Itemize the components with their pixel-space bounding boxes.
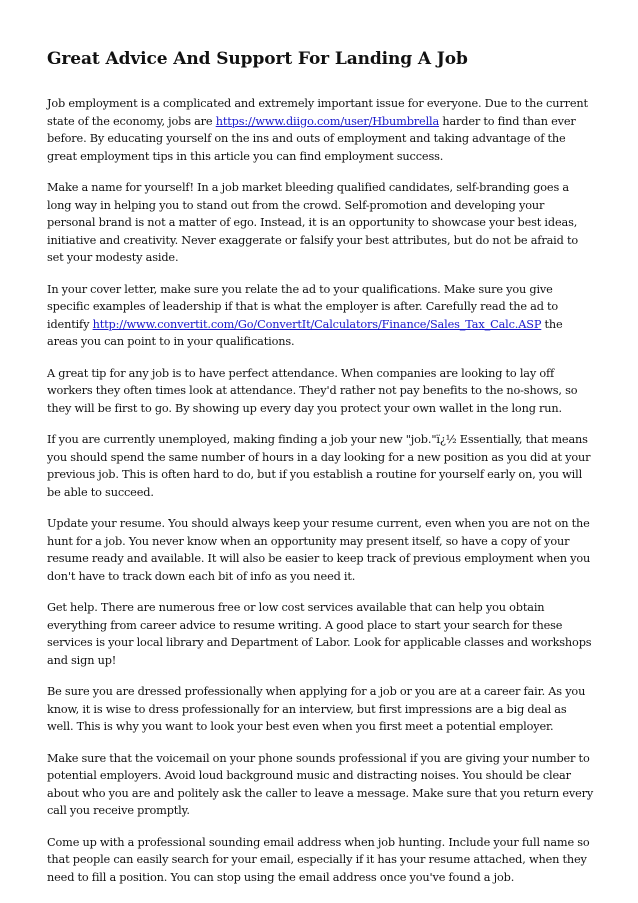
paragraph-3-text-after: the areas you can point to in your qualifications. [47, 317, 563, 348]
paragraph-7: Get help. There are numerous free or low cost services available that can help you obtain everything from career advice to resume writing. A good place to start your search for these services is your local library and Department of Labor. Look for applicable classes and workshops and sign up! [47, 601, 592, 667]
page-title: Great Advice And Support For Landing A Job [47, 49, 468, 69]
paragraph-3 [47, 281, 595, 351]
paragraph-4: A great tip for any job is to have perfect attendance. When companies are looking to lay off workers they often times look at attendance. They'd rather not pay benefits to the no-shows, so they will be first to go. By showing up every day you protect your own wallet in the long run. [47, 366, 578, 415]
paragraph-6: Update your resume. You should always keep your resume current, even when you are not on the hunt for a job. You never know when an opportunity may present itself, so have a copy of your resume ready and available. It will also be easier to keep track of previous employment when you don't have to track down each bit of info as you need it. [47, 517, 591, 583]
paragraph-10: Come up with a professional sounding email address when job hunting. Include your full name so that people can easily search for your email, especially if it has your resume attached, when they need to fill a position. You can stop using the email address once you've found a job. [47, 835, 590, 884]
paragraph-9: Make sure that the voicemail on your phone sounds professional if you are giving your number to potential employers. Avoid loud background music and distracting noises. You should be clear about who you are and politely ask the caller to leave a message. Make sure that you return every call you receive promptly. [47, 751, 594, 817]
paragraph-3-text-before: In your cover letter, make sure you relate the ad to your qualifications. Make sure you give specific examples of leadership if that is what the employer is after. Carefully read the ad to identify [47, 282, 559, 331]
diigo-link[interactable]: https://www.diigo.com/user/Hbumbrella [215, 114, 440, 128]
paragraph-1 [47, 95, 595, 165]
paragraph-5: If you are currently unemployed, making finding a job your new "job."ï¿½ Essentially, that means you should spend the same number of hours in a day looking for a new position as you did at your previous job. This is often hard to do, but if you establish a routine for yourself early on, you will be able to succeed. [47, 433, 591, 499]
document-page [47, 48, 595, 900]
paragraph-1-text-before: Job employment is a complicated and extremely important issue for everyone. Due to the current state of the economy, jobs are [47, 97, 588, 128]
paragraph-2: Make a name for yourself! In a job market bleeding qualified candidates, self-branding goes a long way in helping you to stand out from the crowd. Self-promotion and developing your personal brand is not a matter of ego. Instead, it is an opportunity to showcase your best ideas, initiative and creativity. Never exaggerate or falsify your best attributes, but do not be afraid to set your modesty aside. [47, 181, 578, 264]
paragraph-8: Be sure you are dressed professionally when applying for a job or you are at a career fair. As you know, it is wise to dress professionally for an interview, but first impressions are a big deal as well. This is why you want to look your best even when you first meet a potential employer. [47, 685, 586, 733]
paragraph-1-text-after: harder to find than ever before. By educating yourself on the ins and outs of employment and taking advantage of the great employment tips in this article you can find employment success. [47, 114, 576, 163]
convertit-link[interactable]: http://www.convertit.com/Go/ConvertIt/Calculators/Finance/Sales_Tax_Calc.ASP [92, 317, 542, 331]
